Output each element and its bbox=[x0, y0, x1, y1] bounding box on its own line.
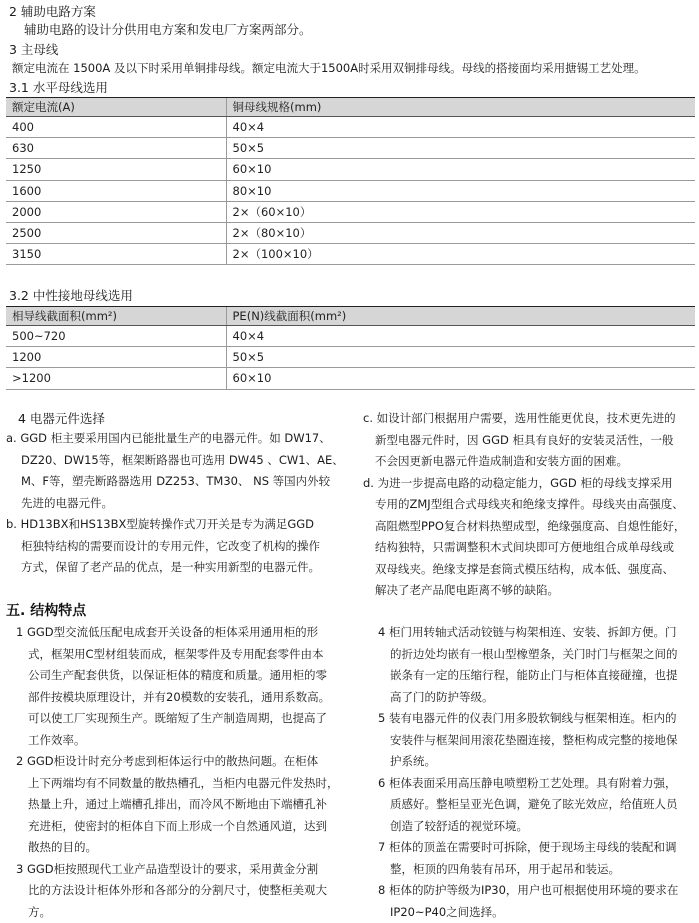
paragraph-line: 结构独特，只需调整积木式间块即可方便地组合成单母线或 bbox=[363, 537, 685, 559]
table-row bbox=[6, 326, 695, 347]
paragraph-line: 式，框架用C型材组装而成，框架零件及专用配套零件由本 bbox=[16, 644, 339, 666]
paragraph-line: 热量上升，通过上端槽孔排出，而冷风不断地由下端槽孔补 bbox=[16, 794, 339, 816]
table-cell: 2×（80×10） bbox=[226, 222, 695, 243]
column-header: 铜母线规格(mm) bbox=[226, 98, 695, 117]
table-cell: 40×4 bbox=[226, 117, 695, 138]
table-cell: 1200 bbox=[6, 347, 226, 368]
column-header: 相导线截面积(mm²) bbox=[6, 307, 226, 326]
section-2-title: 2 辅助电路方案 bbox=[9, 4, 96, 19]
table-cell: 40×4 bbox=[226, 326, 695, 347]
table-cell: 50×5 bbox=[226, 347, 695, 368]
table-cell: 630 bbox=[6, 138, 226, 159]
paragraph-line: 充进柜，使密封的柜体自下而上形成一个自然通风道，达到 bbox=[16, 816, 339, 838]
paragraph-line: 嵌条有一定的压缩行程，能防止门与柜体直接碰撞，也提 bbox=[378, 665, 678, 687]
paragraph-line: 8 柜体的防护等级为IP30，用户也可根据使用环境的要求在 bbox=[378, 880, 678, 902]
section-4-right-column bbox=[363, 408, 685, 602]
section-3-title: 3 主母线 bbox=[9, 42, 58, 57]
paragraph-line: 高阻燃型PPO复合材料热塑成型，绝缘强度高、自熄性能好， bbox=[363, 516, 685, 538]
section-4-title: 4 电器元件选择 bbox=[18, 411, 105, 426]
paragraph-line: 4 柜门用转轴式活动铰链与构架相连、安装、拆卸方便。门 bbox=[378, 622, 678, 644]
paragraph-line: 新型电器元件时，因 GGD 柜具有良好的安装灵活性，一般 bbox=[363, 430, 685, 452]
section-2-text: 辅助电路的设计分供用电方案和发电厂方案两部分。 bbox=[24, 22, 312, 37]
table-cell: 3150 bbox=[6, 244, 226, 265]
table1-caption: 3.1 水平母线选用 bbox=[9, 80, 108, 95]
paragraph-line: 比的方法设计柜体外形和各部分的分割尺寸，使整柜美观大 bbox=[16, 880, 339, 902]
table-row bbox=[6, 117, 695, 138]
table-cell: 2×（60×10） bbox=[226, 201, 695, 222]
table-row bbox=[6, 222, 695, 243]
paragraph-line: a. GGD 柜主要采用国内已能批量生产的电器元件。如 DW17、 bbox=[6, 428, 344, 450]
table-cell: 80×10 bbox=[226, 180, 695, 201]
paragraph-line: M、F等，塑壳断路器选用 DZ253、TM30、 NS 等国内外较 bbox=[6, 471, 344, 493]
column-header: 额定电流(A) bbox=[6, 98, 226, 117]
paragraph-line: 先进的电器元件。 bbox=[6, 493, 344, 515]
paragraph-line: c. 如设计部门根据用户需要，选用性能更优良，技术更先进的 bbox=[363, 408, 685, 430]
paragraph-line: 2 GGD柜设计时充分考虑到柜体运行中的散热问题。在柜体 bbox=[16, 751, 339, 773]
paragraph-line: 6 柜体表面采用高压静电喷塑粉工艺处理。具有附着力强， bbox=[378, 773, 678, 795]
table-cell: 60×10 bbox=[226, 368, 695, 389]
table-row bbox=[6, 159, 695, 180]
paragraph-line: 可以使工厂实现预生产。既缩短了生产制造周期，也提高了 bbox=[16, 708, 339, 730]
paragraph-line: 方。 bbox=[16, 902, 339, 923]
paragraph-line: 安装件与框架间用滚花垫圈连接，整柜构成完整的接地保 bbox=[378, 730, 678, 752]
paragraph-line: 不会因更新电器元件造成制造和安装方面的困难。 bbox=[363, 451, 685, 473]
paragraph-line: 高了门的防护等级。 bbox=[378, 687, 678, 709]
paragraph-line: 方式，保留了老产品的优点，是一种实用新型的电器元件。 bbox=[6, 557, 344, 579]
paragraph-line: 公司生产配套供货，以保证柜体的精度和质量。通用柜的零 bbox=[16, 665, 339, 687]
table-cell: 500~720 bbox=[6, 326, 226, 347]
table-row bbox=[6, 244, 695, 265]
table-cell: 2×（100×10） bbox=[226, 244, 695, 265]
table-cell: 2500 bbox=[6, 222, 226, 243]
paragraph-line: 双母线夹。绝缘支撑是套筒式模压结构，成本低、强度高、 bbox=[363, 559, 685, 581]
table-cell: 1600 bbox=[6, 180, 226, 201]
paragraph-line: 专用的ZMJ型组合式母线夹和绝缘支撑件。母线夹由高强度、 bbox=[363, 494, 685, 516]
paragraph-line: 1 GGD型交流低压配电成套开关设备的柜体采用通用柜的形 bbox=[16, 622, 339, 644]
paragraph-line: 质感好。整柜呈亚光色调，避免了眩光效应，给值班人员 bbox=[378, 794, 678, 816]
busbar-table bbox=[6, 97, 695, 265]
paragraph-line: IP20~P40之间选择。 bbox=[378, 902, 678, 923]
paragraph-line: b. HD13BX和HS13BX型旋转操作式刀开关是专为满足GGD bbox=[6, 514, 344, 536]
paragraph-line: 的折边处均嵌有一根山型橡塑条，关门时门与框架之间的 bbox=[378, 644, 678, 666]
neutral-busbar-table bbox=[6, 306, 695, 390]
paragraph-line: 创造了较舒适的视觉环境。 bbox=[378, 816, 678, 838]
table-row bbox=[6, 138, 695, 159]
section-4-left-column bbox=[6, 428, 344, 579]
paragraph-line: 7 柜体的顶盖在需要时可拆除，便于现场主母线的装配和调 bbox=[378, 837, 678, 859]
table-row bbox=[6, 368, 695, 389]
paragraph-line: 部件按模块原理设计，并有20模数的安装孔，通用系数高。 bbox=[16, 687, 339, 709]
section-3-text: 额定电流在 1500A 及以下时采用单铜排母线。额定电流大于1500A时采用双铜排母线。母线的搭接面均采用搪锡工艺处理。 bbox=[12, 61, 646, 75]
paragraph-line: 散热的目的。 bbox=[16, 837, 339, 859]
section-5-heading: 五. 结构特点 bbox=[6, 603, 86, 620]
table-cell: 1250 bbox=[6, 159, 226, 180]
paragraph-line: 整，柜顶的四角装有吊环，用于起吊和装运。 bbox=[378, 859, 678, 881]
table-header-row bbox=[6, 307, 695, 326]
paragraph-line: 护系统。 bbox=[378, 751, 678, 773]
paragraph-line: 3 GGD柜按照现代工业产品造型设计的要求，采用黄金分割 bbox=[16, 859, 339, 881]
table-cell: 60×10 bbox=[226, 159, 695, 180]
paragraph-line: 解决了老产品爬电距离不够的缺陷。 bbox=[363, 580, 685, 602]
paragraph-line: 柜独特结构的需要而设计的专用元件，它改变了机构的操作 bbox=[6, 536, 344, 558]
paragraph-line: 上下两端均有不同数量的散热槽孔，当柜内电器元件发热时， bbox=[16, 773, 339, 795]
column-header: PE(N)线截面积(mm²) bbox=[226, 307, 695, 326]
table-cell: 50×5 bbox=[226, 138, 695, 159]
section-5-left-column bbox=[16, 622, 339, 923]
table-cell: 400 bbox=[6, 117, 226, 138]
table-row bbox=[6, 180, 695, 201]
paragraph-line: d. 为进一步提高电路的动稳定能力，GGD 柜的母线支撑采用 bbox=[363, 473, 685, 495]
table-cell: 2000 bbox=[6, 201, 226, 222]
table-row bbox=[6, 347, 695, 368]
paragraph-line: 工作效率。 bbox=[16, 730, 339, 752]
table-cell: >1200 bbox=[6, 368, 226, 389]
section-5-right-column bbox=[378, 622, 678, 923]
paragraph-line: 5 装有电器元件的仪表门用多股软铜线与框架相连。柜内的 bbox=[378, 708, 678, 730]
table2-caption: 3.2 中性接地母线选用 bbox=[9, 288, 133, 303]
table-row bbox=[6, 201, 695, 222]
table-header-row bbox=[6, 98, 695, 117]
paragraph-line: DZ20、DW15等，框架断路器也可选用 DW45 、CW1、AE、 bbox=[6, 450, 344, 472]
